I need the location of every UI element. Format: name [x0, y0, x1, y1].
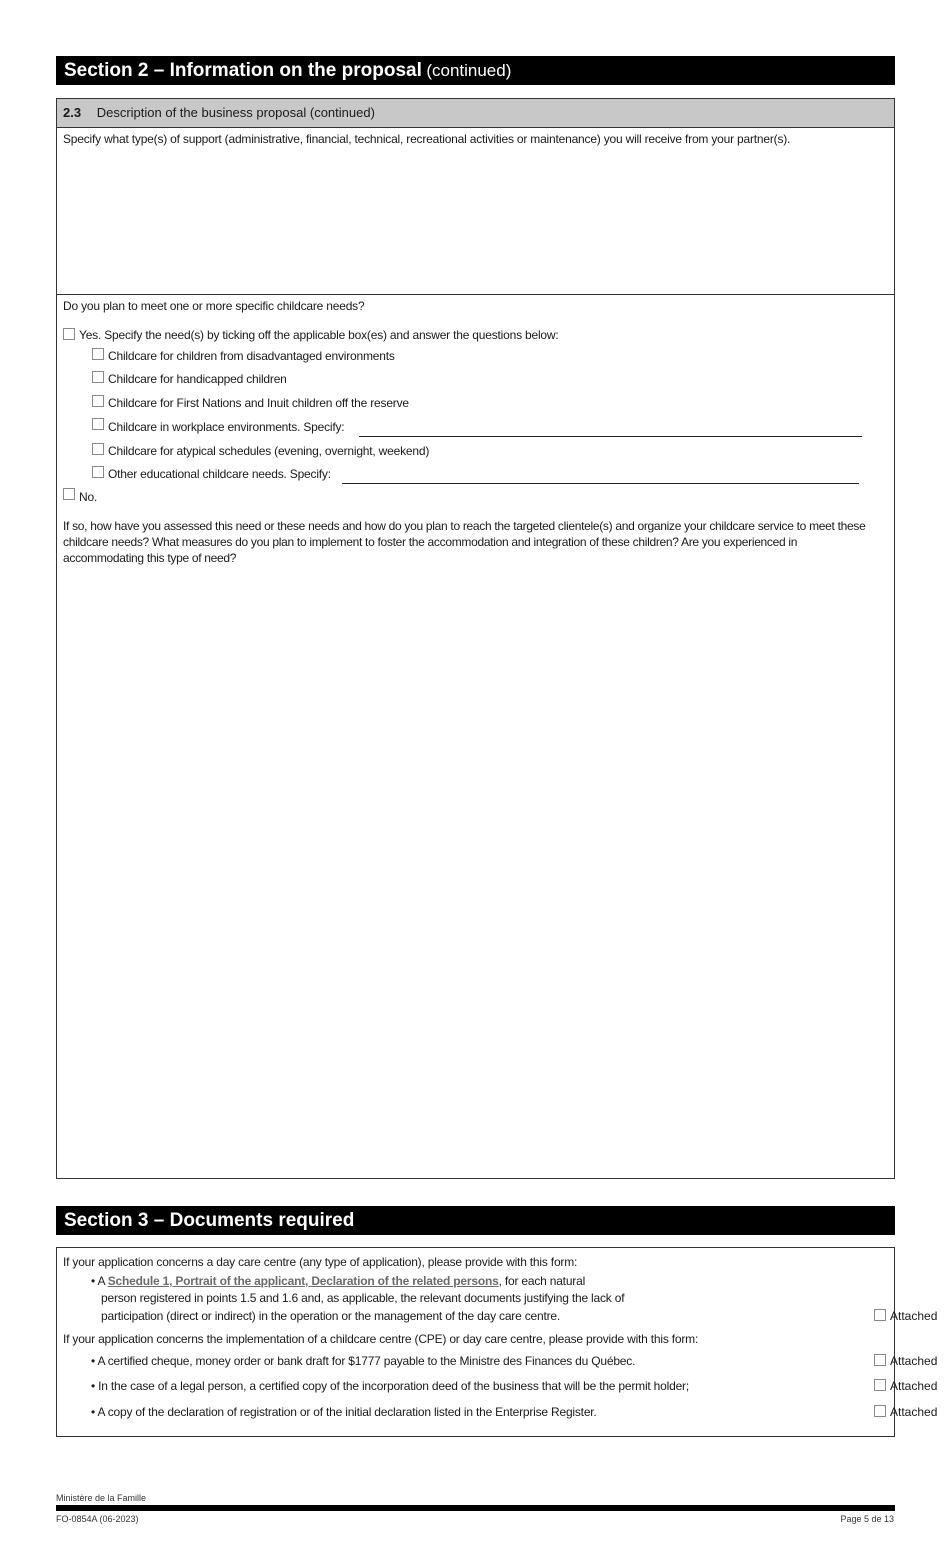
need-handicapped-label: Childcare for handicapped children [108, 372, 287, 386]
divider [57, 294, 894, 295]
need-workplace-checkbox[interactable] [92, 418, 104, 430]
workplace-specify-field[interactable] [359, 436, 862, 437]
subsection-2-3-header [57, 99, 894, 128]
section-3-title: Section 3 – Documents required [64, 1210, 355, 1231]
doc-item-registration: • A copy of the declaration of registration or of the initial declaration listed in the Enterprise Register. [91, 1405, 597, 1419]
support-question: Specify what type(s) of support (administrative, financial, technical, recreational activities or maintenance) you will receive from your partner(s). [63, 132, 791, 146]
subsection-number: 2.3 [63, 105, 82, 120]
subsection-title: Description of the business proposal (continued) [96, 105, 375, 120]
intro-daycare: If your application concerns a day care centre (any type of application), please provide with this form: [63, 1255, 578, 1269]
documents-box [56, 1247, 938, 1437]
footer-page-number: Page 5 de 13 [840, 1514, 894, 1524]
need-other-label: Other educational childcare needs. Specify: [108, 467, 331, 481]
attached-label: Attached [890, 1309, 938, 1323]
need-first-nations-label: Childcare for First Nations and Inuit children off the reserve [108, 396, 409, 410]
yes-checkbox[interactable] [63, 328, 75, 340]
section-2-3-box [56, 98, 895, 1179]
support-answer-field[interactable] [57, 149, 894, 293]
doc-item-incorporation: • In the case of a legal person, a certified copy of the incorporation deed of the business that will be the permit holder; [91, 1379, 689, 1393]
needs-question: Do you plan to meet one or more specific childcare needs? [63, 299, 365, 313]
need-disadvantaged-checkbox[interactable] [92, 348, 104, 360]
section-2-title: Section 2 – Information on the proposal [64, 60, 422, 81]
doc-item-schedule-1-line3: participation (direct or indirect) in the operation or the management of the day care centre. [101, 1309, 560, 1323]
footer-ministry: Ministère de la Famille [56, 1493, 147, 1503]
doc-item-schedule-1 [91, 1273, 585, 1289]
schedule-1-link[interactable]: Schedule 1, Portrait of the applicant, Declaration of the related persons [107, 1274, 499, 1288]
intro-cpe: If your application concerns the implementation of a childcare centre (CPE) or day care centre, please provide with this form: [63, 1332, 699, 1346]
doc-item-schedule-1-prefix: • A [91, 1274, 108, 1288]
need-workplace-label: Childcare in workplace environments. Specify: [108, 420, 345, 434]
assessment-answer-field[interactable] [57, 569, 894, 1177]
section-3-header [56, 1206, 895, 1235]
attached-registration-checkbox[interactable] [874, 1405, 886, 1417]
attached-label: Attached [890, 1405, 938, 1419]
section-2-continued: (continued) [426, 61, 512, 80]
need-atypical-label: Childcare for atypical schedules (evening, overnight, weekend) [108, 444, 430, 458]
no-label: No. [79, 490, 98, 504]
section-2-header [56, 56, 895, 85]
other-specify-field[interactable] [342, 483, 859, 484]
need-first-nations-checkbox[interactable] [92, 395, 104, 407]
yes-label: Yes. Specify the need(s) by ticking off the applicable box(es) and answer the questions below: [79, 328, 559, 342]
footer-rule [56, 1505, 895, 1511]
attached-cheque-checkbox[interactable] [874, 1354, 886, 1366]
assessment-question: If so, how have you assessed this need or these needs and how do you plan to reach the targeted clientele(s) and organize your childcare service to meet these childcare needs? What measures do you plan to implement to foster the accommodation and integration of these children? Are you experienced in accommodating this type of need? [63, 519, 866, 565]
attached-label: Attached [890, 1379, 938, 1393]
footer-form-code: FO-0854A (06-2023) [56, 1514, 139, 1524]
attached-incorporation-checkbox[interactable] [874, 1379, 886, 1391]
need-other-checkbox[interactable] [92, 466, 104, 478]
need-handicapped-checkbox[interactable] [92, 371, 104, 383]
attached-label: Attached [890, 1354, 938, 1368]
no-checkbox[interactable] [63, 488, 75, 500]
doc-item-schedule-1-rest: , for each natural [498, 1274, 586, 1288]
need-atypical-checkbox[interactable] [92, 443, 104, 455]
need-disadvantaged-label: Childcare for children from disadvantaged environments [108, 349, 395, 363]
doc-item-schedule-1-line2: person registered in points 1.5 and 1.6 and, as applicable, the relevant documents justifying the lack of [101, 1291, 625, 1305]
doc-item-cheque: • A certified cheque, money order or bank draft for $1777 payable to the Ministre des Finances du Québec. [91, 1354, 636, 1368]
attached-schedule-1-checkbox[interactable] [874, 1309, 886, 1321]
